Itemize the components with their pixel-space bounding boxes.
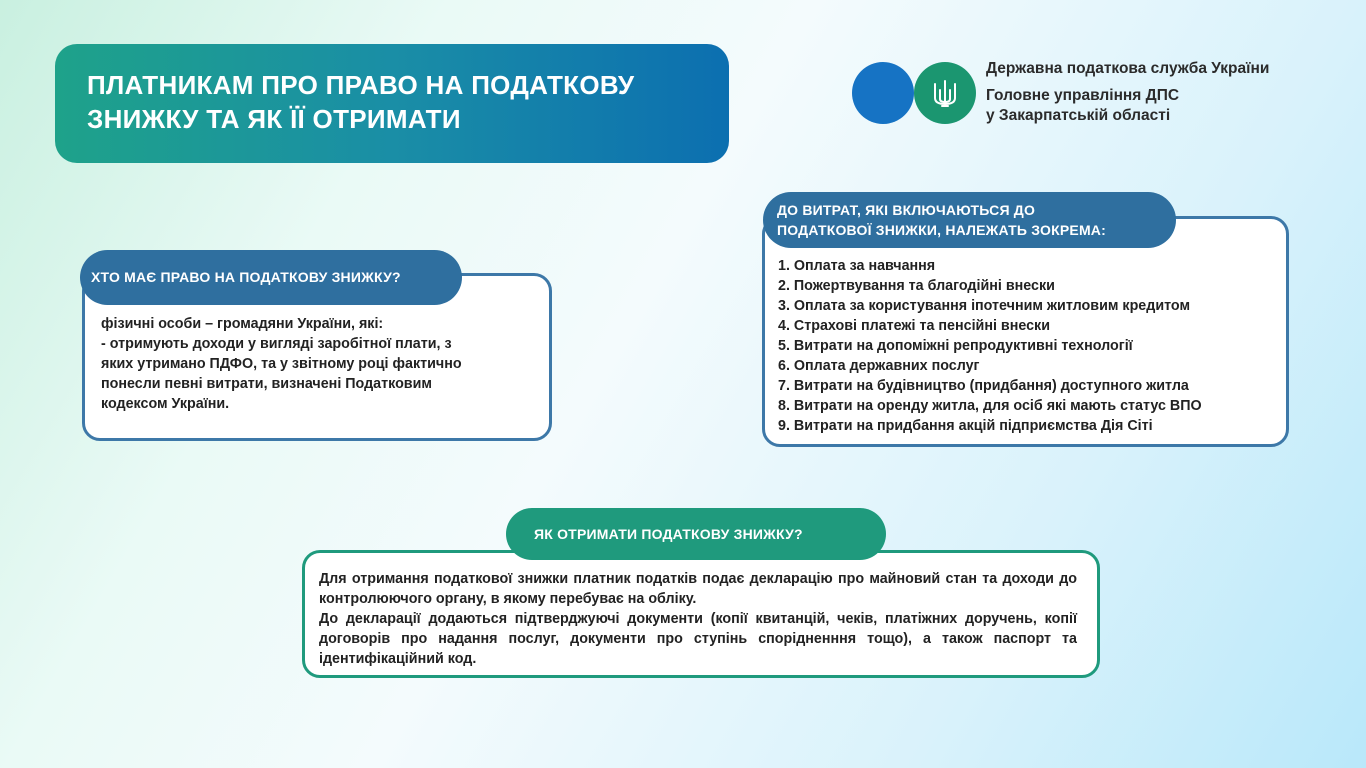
how-heading: ЯК ОТРИМАТИ ПОДАТКОВУ ЗНИЖКУ? xyxy=(506,508,886,560)
list-item: 5. Витрати на допоміжні репродуктивні технології xyxy=(778,338,1133,354)
list-item: 1. Оплата за навчання xyxy=(778,258,936,274)
list-item: 4. Страхові платежі та пенсійні внески xyxy=(778,318,1051,334)
how-card xyxy=(302,550,1100,678)
who-line: кодексом України. xyxy=(101,396,230,412)
expenses-list xyxy=(778,256,1276,436)
expenses-heading xyxy=(763,192,1176,248)
who-line: понесли певні витрати, визначені Податковим xyxy=(101,376,432,392)
logo-blue-circle xyxy=(852,62,914,124)
page-title-line-1: ПЛАТНИКАМ ПРО ПРАВО НА ПОДАТКОВУ xyxy=(87,70,635,100)
how-paragraph-1: Для отримання податкової знижки платник податків подає декларацію про майновий стан та доходи до контролюючого органу, в якому перебуває на обліку. xyxy=(319,571,1077,607)
list-item: 9. Витрати на придбання акцій підприємства Дія Сіті xyxy=(778,418,1153,434)
how-paragraph-2: До декларації додаються підтверджуючі документи (копії квитанцій, чеків, платіжних доручень, копії договорів про надання послуг, документи про ступінь спорідненння тощо), а також паспорт та ідентифікаційний код. xyxy=(319,611,1077,667)
list-item: 2. Пожертвування та благодійні внески xyxy=(778,278,1055,294)
expenses-heading-line-2: ПОДАТКОВОЇ ЗНИЖКИ, НАЛЕЖАТЬ ЗОКРЕМА: xyxy=(777,222,1106,238)
page-title-line-2: ЗНИЖКУ ТА ЯК ЇЇ ОТРИМАТИ xyxy=(87,104,461,134)
list-item: 8. Витрати на оренду житла, для осіб які мають статус ВПО xyxy=(778,398,1202,414)
expenses-heading-line-1: ДО ВИТРАТ, ЯКІ ВКЛЮЧАЮТЬСЯ ДО xyxy=(777,202,1036,218)
dept-name-line-2: у Закарпатській області xyxy=(986,107,1171,124)
who-heading: ХТО МАЄ ПРАВО НА ПОДАТКОВУ ЗНИЖКУ? xyxy=(80,250,462,305)
tax-service-logo xyxy=(852,60,1322,126)
expenses-card xyxy=(762,216,1289,447)
who-line: фізичні особи – громадяни України, які: xyxy=(101,316,384,332)
trident-icon xyxy=(931,78,959,108)
list-item: 3. Оплата за користування іпотечним житловим кредитом xyxy=(778,298,1191,314)
dept-name-line-1: Головне управління ДПС xyxy=(986,87,1180,104)
who-line: - отримують доходи у вигляді заробітної плати, з xyxy=(101,336,452,352)
org-name: Державна податкова служба України xyxy=(986,60,1270,77)
page-title-banner xyxy=(55,44,729,163)
list-item: 7. Витрати на будівництво (придбання) доступного житла xyxy=(778,378,1189,394)
list-item: 6. Оплата державних послуг xyxy=(778,358,980,374)
who-line: яких утримано ПДФО, та у звітному році фактично xyxy=(101,356,462,372)
